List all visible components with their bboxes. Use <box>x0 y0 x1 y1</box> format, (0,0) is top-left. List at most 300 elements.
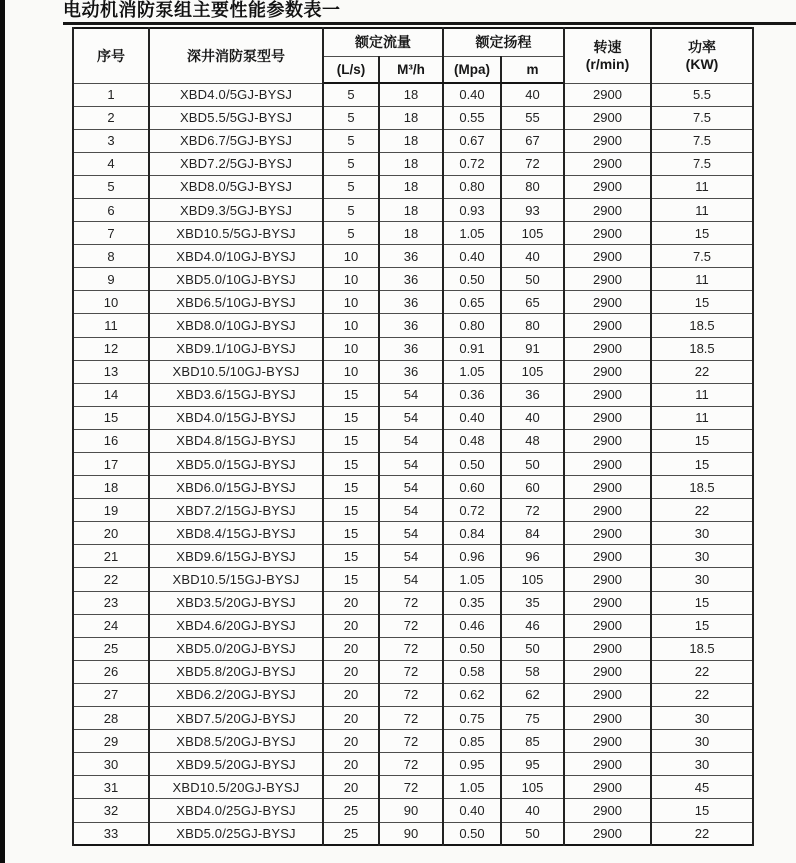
cell-seq: 22 <box>73 568 149 591</box>
cell-flow-m3h: 36 <box>379 337 443 360</box>
cell-pressure-mpa: 0.40 <box>443 406 501 429</box>
cell-model: XBD10.5/15GJ-BYSJ <box>149 568 323 591</box>
table-row <box>73 660 753 683</box>
cell-head-m: 50 <box>501 453 564 476</box>
cell-head-m: 80 <box>501 175 564 198</box>
cell-seq: 18 <box>73 476 149 499</box>
cell-head-m: 84 <box>501 522 564 545</box>
cell-head-m: 105 <box>501 360 564 383</box>
cell-power: 11 <box>651 198 753 221</box>
cell-flow-ls: 20 <box>323 776 379 799</box>
cell-pressure-mpa: 0.75 <box>443 707 501 730</box>
speed-unit-label: (r/min) <box>585 55 630 72</box>
cell-flow-m3h: 72 <box>379 637 443 660</box>
cell-head-m: 62 <box>501 683 564 706</box>
cell-power: 22 <box>651 822 753 845</box>
cell-model: XBD5.0/20GJ-BYSJ <box>149 637 323 660</box>
cell-seq: 20 <box>73 522 149 545</box>
cell-seq: 10 <box>73 291 149 314</box>
cell-power: 30 <box>651 522 753 545</box>
cell-speed: 2900 <box>564 707 651 730</box>
table-row <box>73 175 753 198</box>
table-row <box>73 753 753 776</box>
cell-model: XBD9.1/10GJ-BYSJ <box>149 337 323 360</box>
col-header-power <box>651 28 753 83</box>
cell-flow-ls: 5 <box>323 152 379 175</box>
cell-flow-ls: 5 <box>323 106 379 129</box>
cell-flow-m3h: 18 <box>379 152 443 175</box>
cell-model: XBD9.6/15GJ-BYSJ <box>149 545 323 568</box>
cell-head-m: 40 <box>501 83 564 106</box>
table-row <box>73 591 753 614</box>
cell-power: 7.5 <box>651 152 753 175</box>
cell-power: 18.5 <box>651 314 753 337</box>
cell-seq: 27 <box>73 683 149 706</box>
col-header-flow-group: 额定流量 <box>323 28 443 56</box>
cell-seq: 31 <box>73 776 149 799</box>
cell-flow-ls: 15 <box>323 476 379 499</box>
cell-model: XBD7.5/20GJ-BYSJ <box>149 707 323 730</box>
cell-power: 11 <box>651 383 753 406</box>
cell-flow-m3h: 36 <box>379 245 443 268</box>
cell-head-m: 48 <box>501 429 564 452</box>
cell-model: XBD4.6/20GJ-BYSJ <box>149 614 323 637</box>
cell-seq: 15 <box>73 406 149 429</box>
cell-power: 15 <box>651 591 753 614</box>
cell-power: 45 <box>651 776 753 799</box>
cell-flow-ls: 25 <box>323 822 379 845</box>
pump-spec-table <box>72 27 754 846</box>
table-row <box>73 522 753 545</box>
cell-power: 30 <box>651 753 753 776</box>
table-row <box>73 476 753 499</box>
cell-pressure-mpa: 1.05 <box>443 360 501 383</box>
cell-flow-m3h: 18 <box>379 222 443 245</box>
cell-model: XBD5.5/5GJ-BYSJ <box>149 106 323 129</box>
cell-speed: 2900 <box>564 499 651 522</box>
cell-pressure-mpa: 0.55 <box>443 106 501 129</box>
cell-speed: 2900 <box>564 753 651 776</box>
cell-power: 11 <box>651 406 753 429</box>
cell-seq: 14 <box>73 383 149 406</box>
cell-power: 7.5 <box>651 106 753 129</box>
cell-flow-ls: 20 <box>323 660 379 683</box>
title-block <box>63 0 796 25</box>
cell-pressure-mpa: 0.50 <box>443 637 501 660</box>
cell-flow-ls: 20 <box>323 730 379 753</box>
cell-flow-m3h: 18 <box>379 198 443 221</box>
cell-flow-m3h: 72 <box>379 753 443 776</box>
cell-model: XBD6.2/20GJ-BYSJ <box>149 683 323 706</box>
cell-model: XBD4.0/15GJ-BYSJ <box>149 406 323 429</box>
cell-seq: 32 <box>73 799 149 822</box>
table-row <box>73 429 753 452</box>
cell-flow-m3h: 54 <box>379 429 443 452</box>
cell-head-m: 50 <box>501 637 564 660</box>
cell-model: XBD5.0/15GJ-BYSJ <box>149 453 323 476</box>
cell-seq: 30 <box>73 753 149 776</box>
cell-flow-ls: 10 <box>323 245 379 268</box>
cell-model: XBD10.5/5GJ-BYSJ <box>149 222 323 245</box>
cell-power: 30 <box>651 707 753 730</box>
table-row <box>73 568 753 591</box>
cell-head-m: 67 <box>501 129 564 152</box>
cell-head-m: 96 <box>501 545 564 568</box>
cell-speed: 2900 <box>564 383 651 406</box>
cell-pressure-mpa: 0.72 <box>443 152 501 175</box>
cell-pressure-mpa: 0.80 <box>443 314 501 337</box>
cell-flow-m3h: 90 <box>379 822 443 845</box>
cell-speed: 2900 <box>564 406 651 429</box>
cell-flow-ls: 25 <box>323 799 379 822</box>
cell-pressure-mpa: 0.40 <box>443 245 501 268</box>
table-row <box>73 337 753 360</box>
table-row <box>73 360 753 383</box>
speed-label: 转速 <box>593 39 622 56</box>
cell-flow-ls: 20 <box>323 591 379 614</box>
cell-pressure-mpa: 0.65 <box>443 291 501 314</box>
cell-head-m: 36 <box>501 383 564 406</box>
table-row <box>73 453 753 476</box>
cell-model: XBD8.4/15GJ-BYSJ <box>149 522 323 545</box>
cell-model: XBD5.0/25GJ-BYSJ <box>149 822 323 845</box>
cell-model: XBD9.3/5GJ-BYSJ <box>149 198 323 221</box>
cell-head-m: 105 <box>501 776 564 799</box>
table-row <box>73 776 753 799</box>
cell-model: XBD7.2/5GJ-BYSJ <box>149 152 323 175</box>
cell-flow-m3h: 18 <box>379 106 443 129</box>
cell-seq: 3 <box>73 129 149 152</box>
cell-model: XBD8.0/10GJ-BYSJ <box>149 314 323 337</box>
scan-binding-edge <box>0 0 5 863</box>
table-header <box>73 28 753 83</box>
cell-speed: 2900 <box>564 429 651 452</box>
cell-speed: 2900 <box>564 268 651 291</box>
cell-model: XBD6.7/5GJ-BYSJ <box>149 129 323 152</box>
cell-pressure-mpa: 0.50 <box>443 453 501 476</box>
col-header-speed <box>564 28 651 83</box>
cell-head-m: 40 <box>501 406 564 429</box>
cell-pressure-mpa: 0.91 <box>443 337 501 360</box>
cell-model: XBD5.0/10GJ-BYSJ <box>149 268 323 291</box>
cell-head-m: 40 <box>501 799 564 822</box>
cell-seq: 24 <box>73 614 149 637</box>
table-row <box>73 245 753 268</box>
cell-flow-m3h: 54 <box>379 568 443 591</box>
cell-pressure-mpa: 0.36 <box>443 383 501 406</box>
cell-flow-ls: 10 <box>323 314 379 337</box>
cell-flow-m3h: 72 <box>379 707 443 730</box>
cell-head-m: 85 <box>501 730 564 753</box>
cell-pressure-mpa: 0.67 <box>443 129 501 152</box>
cell-flow-ls: 15 <box>323 406 379 429</box>
cell-speed: 2900 <box>564 152 651 175</box>
cell-speed: 2900 <box>564 660 651 683</box>
cell-speed: 2900 <box>564 175 651 198</box>
cell-flow-ls: 15 <box>323 568 379 591</box>
cell-flow-m3h: 54 <box>379 499 443 522</box>
table-row <box>73 268 753 291</box>
cell-model: XBD4.0/25GJ-BYSJ <box>149 799 323 822</box>
cell-flow-ls: 15 <box>323 499 379 522</box>
cell-speed: 2900 <box>564 291 651 314</box>
table-row <box>73 129 753 152</box>
cell-model: XBD10.5/20GJ-BYSJ <box>149 776 323 799</box>
cell-flow-m3h: 18 <box>379 129 443 152</box>
cell-flow-m3h: 36 <box>379 268 443 291</box>
cell-head-m: 91 <box>501 337 564 360</box>
cell-pressure-mpa: 0.93 <box>443 198 501 221</box>
cell-pressure-mpa: 0.50 <box>443 268 501 291</box>
cell-power: 15 <box>651 453 753 476</box>
table-body <box>73 83 753 845</box>
cell-flow-ls: 5 <box>323 129 379 152</box>
cell-head-m: 95 <box>501 753 564 776</box>
cell-flow-m3h: 54 <box>379 476 443 499</box>
cell-flow-m3h: 72 <box>379 614 443 637</box>
cell-pressure-mpa: 0.48 <box>443 429 501 452</box>
table-row <box>73 383 753 406</box>
cell-head-m: 60 <box>501 476 564 499</box>
cell-seq: 19 <box>73 499 149 522</box>
cell-pressure-mpa: 0.80 <box>443 175 501 198</box>
col-subheader-head-m: m <box>501 56 564 83</box>
cell-power: 30 <box>651 545 753 568</box>
cell-flow-ls: 20 <box>323 753 379 776</box>
cell-head-m: 72 <box>501 499 564 522</box>
cell-speed: 2900 <box>564 106 651 129</box>
table-row <box>73 707 753 730</box>
cell-speed: 2900 <box>564 476 651 499</box>
cell-model: XBD6.5/10GJ-BYSJ <box>149 291 323 314</box>
cell-model: XBD8.0/5GJ-BYSJ <box>149 175 323 198</box>
table-row <box>73 406 753 429</box>
cell-seq: 2 <box>73 106 149 129</box>
cell-speed: 2900 <box>564 245 651 268</box>
table-row <box>73 222 753 245</box>
cell-flow-ls: 20 <box>323 614 379 637</box>
cell-power: 15 <box>651 429 753 452</box>
cell-head-m: 58 <box>501 660 564 683</box>
col-header-head-group: 额定扬程 <box>443 28 564 56</box>
col-header-seq: 序号 <box>73 28 149 83</box>
cell-speed: 2900 <box>564 683 651 706</box>
cell-flow-m3h: 72 <box>379 683 443 706</box>
cell-head-m: 40 <box>501 245 564 268</box>
cell-model: XBD4.0/5GJ-BYSJ <box>149 83 323 106</box>
cell-power: 22 <box>651 499 753 522</box>
cell-flow-ls: 20 <box>323 683 379 706</box>
cell-head-m: 50 <box>501 822 564 845</box>
cell-head-m: 65 <box>501 291 564 314</box>
cell-model: XBD10.5/10GJ-BYSJ <box>149 360 323 383</box>
cell-speed: 2900 <box>564 337 651 360</box>
cell-flow-ls: 15 <box>323 522 379 545</box>
cell-model: XBD4.8/15GJ-BYSJ <box>149 429 323 452</box>
table-row <box>73 499 753 522</box>
table-row <box>73 637 753 660</box>
cell-speed: 2900 <box>564 568 651 591</box>
cell-seq: 8 <box>73 245 149 268</box>
cell-seq: 26 <box>73 660 149 683</box>
cell-flow-ls: 10 <box>323 337 379 360</box>
cell-power: 15 <box>651 222 753 245</box>
cell-head-m: 72 <box>501 152 564 175</box>
cell-model: XBD7.2/15GJ-BYSJ <box>149 499 323 522</box>
cell-speed: 2900 <box>564 360 651 383</box>
cell-flow-ls: 15 <box>323 429 379 452</box>
cell-speed: 2900 <box>564 637 651 660</box>
cell-head-m: 105 <box>501 568 564 591</box>
cell-seq: 17 <box>73 453 149 476</box>
cell-power: 11 <box>651 175 753 198</box>
table-row <box>73 83 753 106</box>
col-subheader-flow-ls: (L/s) <box>323 56 379 83</box>
table-row <box>73 152 753 175</box>
table-row <box>73 314 753 337</box>
cell-seq: 13 <box>73 360 149 383</box>
cell-flow-m3h: 72 <box>379 776 443 799</box>
cell-power: 5.5 <box>651 83 753 106</box>
cell-pressure-mpa: 1.05 <box>443 222 501 245</box>
cell-speed: 2900 <box>564 776 651 799</box>
table-row <box>73 291 753 314</box>
cell-seq: 25 <box>73 637 149 660</box>
cell-power: 7.5 <box>651 129 753 152</box>
cell-flow-m3h: 90 <box>379 799 443 822</box>
cell-pressure-mpa: 0.50 <box>443 822 501 845</box>
cell-model: XBD4.0/10GJ-BYSJ <box>149 245 323 268</box>
cell-speed: 2900 <box>564 314 651 337</box>
cell-flow-ls: 10 <box>323 268 379 291</box>
cell-speed: 2900 <box>564 522 651 545</box>
cell-head-m: 80 <box>501 314 564 337</box>
cell-pressure-mpa: 0.96 <box>443 545 501 568</box>
cell-power: 18.5 <box>651 337 753 360</box>
cell-speed: 2900 <box>564 614 651 637</box>
cell-seq: 11 <box>73 314 149 337</box>
cell-flow-m3h: 36 <box>379 314 443 337</box>
cell-flow-ls: 5 <box>323 83 379 106</box>
cell-seq: 9 <box>73 268 149 291</box>
cell-seq: 16 <box>73 429 149 452</box>
cell-flow-ls: 20 <box>323 637 379 660</box>
cell-seq: 28 <box>73 707 149 730</box>
cell-flow-ls: 15 <box>323 545 379 568</box>
cell-speed: 2900 <box>564 129 651 152</box>
cell-speed: 2900 <box>564 545 651 568</box>
cell-pressure-mpa: 0.46 <box>443 614 501 637</box>
cell-speed: 2900 <box>564 799 651 822</box>
cell-seq: 23 <box>73 591 149 614</box>
cell-head-m: 105 <box>501 222 564 245</box>
table-row <box>73 614 753 637</box>
cell-power: 22 <box>651 360 753 383</box>
cell-head-m: 35 <box>501 591 564 614</box>
cell-speed: 2900 <box>564 222 651 245</box>
table-row <box>73 822 753 845</box>
cell-seq: 6 <box>73 198 149 221</box>
cell-pressure-mpa: 0.60 <box>443 476 501 499</box>
cell-seq: 21 <box>73 545 149 568</box>
cell-pressure-mpa: 0.62 <box>443 683 501 706</box>
cell-power: 15 <box>651 799 753 822</box>
cell-model: XBD8.5/20GJ-BYSJ <box>149 730 323 753</box>
cell-flow-m3h: 54 <box>379 383 443 406</box>
cell-head-m: 93 <box>501 198 564 221</box>
cell-seq: 7 <box>73 222 149 245</box>
cell-flow-m3h: 18 <box>379 83 443 106</box>
cell-flow-m3h: 54 <box>379 453 443 476</box>
cell-flow-ls: 5 <box>323 222 379 245</box>
cell-power: 18.5 <box>651 637 753 660</box>
cell-flow-ls: 10 <box>323 360 379 383</box>
cell-flow-m3h: 36 <box>379 291 443 314</box>
cell-seq: 1 <box>73 83 149 106</box>
cell-model: XBD3.5/20GJ-BYSJ <box>149 591 323 614</box>
cell-flow-m3h: 54 <box>379 406 443 429</box>
cell-power: 22 <box>651 683 753 706</box>
col-subheader-flow-m3h: M³/h <box>379 56 443 83</box>
cell-seq: 4 <box>73 152 149 175</box>
cell-model: XBD3.6/15GJ-BYSJ <box>149 383 323 406</box>
table-row <box>73 106 753 129</box>
table-row <box>73 799 753 822</box>
cell-pressure-mpa: 0.84 <box>443 522 501 545</box>
cell-flow-ls: 5 <box>323 198 379 221</box>
cell-model: XBD6.0/15GJ-BYSJ <box>149 476 323 499</box>
power-label: 功率 <box>688 39 716 56</box>
cell-head-m: 75 <box>501 707 564 730</box>
cell-pressure-mpa: 0.72 <box>443 499 501 522</box>
cell-power: 15 <box>651 291 753 314</box>
cell-speed: 2900 <box>564 83 651 106</box>
cell-head-m: 46 <box>501 614 564 637</box>
cell-flow-ls: 15 <box>323 383 379 406</box>
cell-flow-m3h: 72 <box>379 591 443 614</box>
col-subheader-pressure-mpa: (Mpa) <box>443 56 501 83</box>
cell-pressure-mpa: 0.40 <box>443 83 501 106</box>
cell-speed: 2900 <box>564 453 651 476</box>
cell-flow-ls: 15 <box>323 453 379 476</box>
cell-seq: 5 <box>73 175 149 198</box>
power-unit-label: (KW) <box>685 55 719 72</box>
cell-pressure-mpa: 1.05 <box>443 776 501 799</box>
cell-flow-m3h: 54 <box>379 545 443 568</box>
table-row <box>73 730 753 753</box>
cell-power: 30 <box>651 568 753 591</box>
cell-power: 30 <box>651 730 753 753</box>
cell-model: XBD5.8/20GJ-BYSJ <box>149 660 323 683</box>
cell-pressure-mpa: 0.58 <box>443 660 501 683</box>
cell-flow-m3h: 72 <box>379 660 443 683</box>
cell-head-m: 55 <box>501 106 564 129</box>
cell-pressure-mpa: 0.35 <box>443 591 501 614</box>
table-row <box>73 198 753 221</box>
cell-power: 22 <box>651 660 753 683</box>
cell-power: 11 <box>651 268 753 291</box>
cell-power: 15 <box>651 614 753 637</box>
cell-seq: 33 <box>73 822 149 845</box>
cell-flow-m3h: 36 <box>379 360 443 383</box>
cell-pressure-mpa: 0.40 <box>443 799 501 822</box>
cell-flow-m3h: 72 <box>379 730 443 753</box>
table-row <box>73 545 753 568</box>
cell-model: XBD9.5/20GJ-BYSJ <box>149 753 323 776</box>
col-header-model: 深井消防泵型号 <box>149 28 323 83</box>
page-title: 电动机消防泵组主要性能参数表一 <box>63 0 341 20</box>
cell-speed: 2900 <box>564 198 651 221</box>
